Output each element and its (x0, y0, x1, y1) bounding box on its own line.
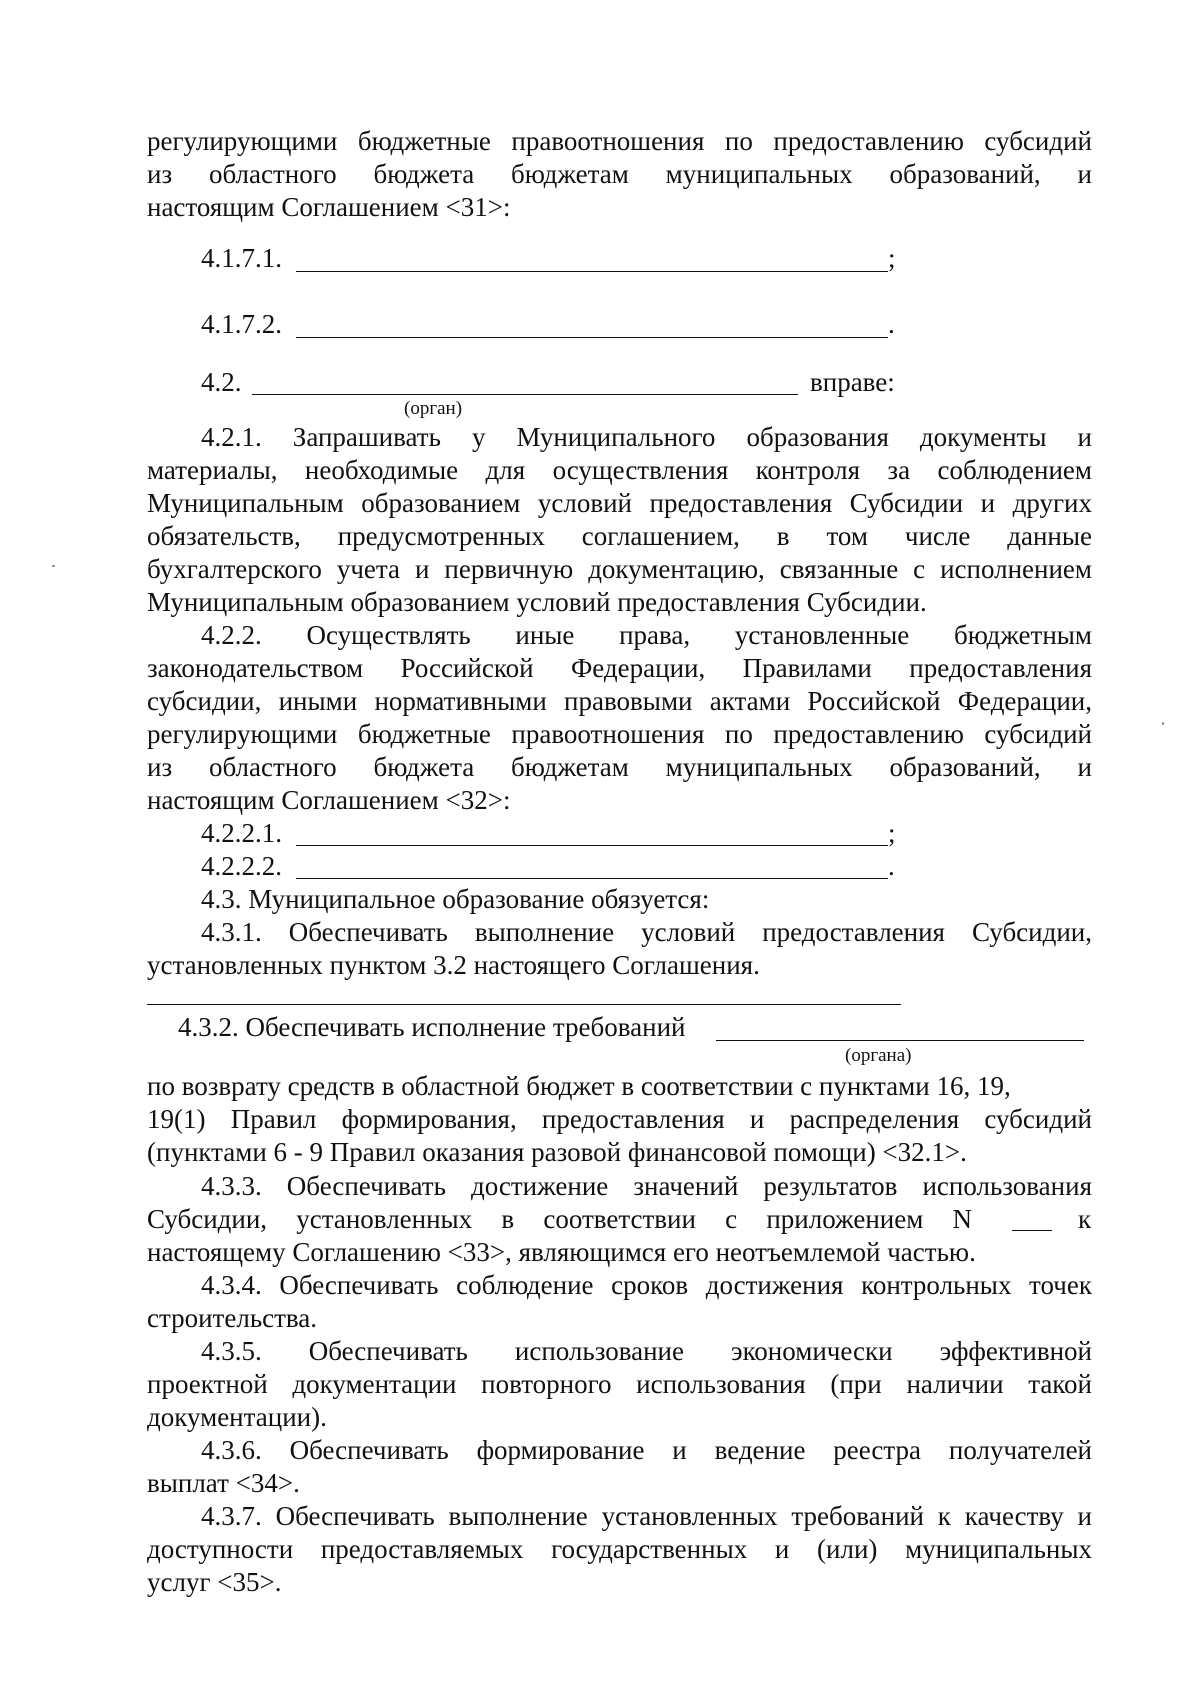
blank-line (296, 337, 888, 338)
paragraph-line: материалы, необходимые для осуществления контроля за соблюдением (147, 455, 1092, 485)
paragraph-line: 4.2.2. Осуществлять иные права, установленные бюджетным (201, 620, 1092, 650)
paragraph-line: 4.2.1. Запрашивать у Муниципального образования документы и (201, 422, 1092, 452)
paragraph-line: 4.3.3. Обеспечивать достижение значений результатов использования (201, 1171, 1092, 1201)
scan-speck (1162, 722, 1164, 725)
blank-line (1012, 1230, 1052, 1231)
blank-line (296, 271, 888, 272)
item-end-punct: ; (888, 243, 896, 273)
paragraph-line: 4.3.4. Обеспечивать соблюдение сроков достижения контрольных точек (201, 1270, 1092, 1300)
paragraph-line: 4.3.5. Обеспечивать использование экономически эффективной (201, 1336, 1092, 1366)
paragraph-line: доступности предоставляемых государственных и (или) муниципальных (147, 1534, 1092, 1564)
paragraph-line: (пунктами 6 - 9 Правил оказания разовой финансовой помощи) <32.1>. (147, 1137, 967, 1167)
field-caption: (органа) (845, 1045, 912, 1066)
paragraph-line: регулирующими бюджетные правоотношения по предоставлению субсидий (147, 719, 1092, 749)
item-end-punct: . (888, 851, 895, 881)
item-number: 4.1.7.2. (201, 309, 282, 339)
blank-line (296, 845, 888, 846)
paragraph-line: 4.3.1. Обеспечивать выполнение условий предоставления Субсидии, (201, 917, 1092, 947)
paragraph-line: регулирующими бюджетные правоотношения по предоставлению субсидий (147, 126, 1092, 156)
paragraph-line: по возврату средств в областной бюджет в соответствии с пунктами 16, 19, (147, 1071, 1011, 1101)
paragraph-line: законодательством Российской Федерации, Правилами предоставления (147, 653, 1092, 683)
paragraph-line: 4.3. Муниципальное образование обязуется: (201, 884, 710, 914)
paragraph-line: 4.3.2. Обеспечивать исполнение требований (178, 1012, 686, 1042)
item-end-punct: ; (888, 818, 896, 848)
paragraph-line: 4.3.6. Обеспечивать формирование и ведение реестра получателей (201, 1435, 1092, 1465)
item-number: 4.2. (201, 367, 242, 397)
paragraph-line: Муниципальным образованием условий предоставления Субсидии. (147, 587, 927, 617)
item-end-punct: . (888, 309, 895, 339)
paragraph-line: из областного бюджета бюджетам муниципальных образований, и (147, 159, 1092, 189)
paragraph-line: документации). (147, 1402, 327, 1432)
paragraph-line: 4.3.7. Обеспечивать выполнение установленных требований к качеству и (201, 1501, 1092, 1531)
paragraph-line: настоящим Соглашением <31>: (147, 192, 511, 222)
paragraph-line: настоящему Соглашению <33>, являющимся его неотъемлемой частью. (147, 1237, 976, 1267)
paragraph-line: строительства. (147, 1303, 318, 1333)
paragraph-line: проектной документации повторного использования (при наличии такой (147, 1369, 1092, 1399)
paragraph-line: субсидии, иными нормативными правовыми актами Российской Федерации, (147, 686, 1092, 716)
item-right-text: вправе: (810, 367, 895, 397)
paragraph-line: Муниципальным образованием условий предоставления Субсидии и других (147, 488, 1092, 518)
paragraph-line: бухгалтерского учета и первичную документацию, связанные с исполнением (147, 554, 1092, 584)
paragraph-line: Субсидии, установленных в соответствии с приложением N (147, 1204, 972, 1234)
paragraph-line: 19(1) Правил формирования, предоставления и распределения субсидий (147, 1104, 1092, 1134)
scan-speck (52, 565, 55, 567)
paragraph-line: настоящим Соглашением <32>: (147, 785, 511, 815)
field-caption: (орган) (404, 398, 463, 419)
separator-rule (147, 1004, 901, 1005)
item-number: 4.2.2.2. (201, 851, 282, 881)
blank-line (252, 394, 798, 395)
paragraph-line: обязательств, предусмотренных соглашением, в том числе данные (147, 521, 1092, 551)
blank-line (296, 878, 888, 879)
paragraph-line: из областного бюджета бюджетам муниципальных образований, и (147, 752, 1092, 782)
paragraph-word: к (1078, 1204, 1092, 1234)
paragraph-line: установленных пунктом 3.2 настоящего Соглашения. (147, 950, 760, 980)
paragraph-line: услуг <35>. (147, 1567, 282, 1597)
paragraph-line: выплат <34>. (147, 1468, 300, 1498)
item-number: 4.2.2.1. (201, 818, 282, 848)
blank-line (716, 1040, 1084, 1041)
item-number: 4.1.7.1. (201, 243, 282, 273)
